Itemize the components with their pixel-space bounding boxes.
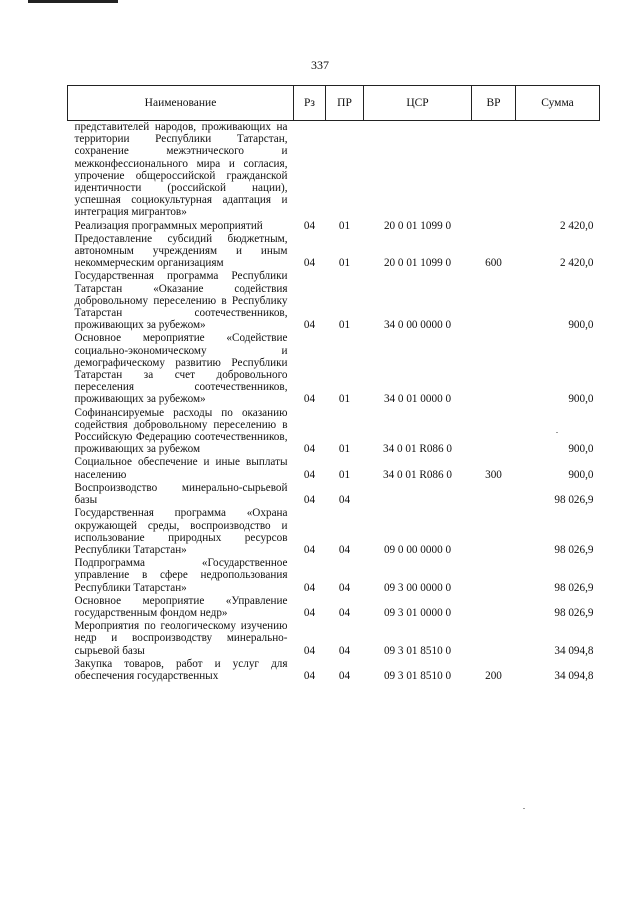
cell-pr: 04 xyxy=(338,494,351,507)
cell-csr: 09 0 00 0000 0 xyxy=(383,543,452,556)
table-row xyxy=(68,220,600,233)
header-sum: Сумма xyxy=(516,86,600,121)
cell-sum: 98 026,9 xyxy=(554,494,594,507)
cell-csr: 20 0 01 1099 0 xyxy=(383,257,452,270)
scan-speck xyxy=(523,808,525,809)
cell-pr: 04 xyxy=(338,669,351,682)
cell-name: Предоставление субсидий бюджетным, автономным учреждениям и иным некоммерческим организациям xyxy=(74,232,288,270)
table-row xyxy=(68,121,600,220)
scan-edge-mark xyxy=(28,0,118,3)
cell-rz: 04 xyxy=(303,257,316,270)
table-header xyxy=(68,86,600,121)
table-row xyxy=(68,595,600,620)
table-row xyxy=(68,332,600,406)
cell-pr: 04 xyxy=(338,644,351,657)
cell-sum: 98 026,9 xyxy=(554,581,594,594)
cell-csr: 09 3 00 0000 0 xyxy=(383,581,452,594)
cell-pr: 01 xyxy=(338,468,351,481)
cell-csr: 09 3 01 8510 0 xyxy=(383,644,452,657)
cell-rz: 04 xyxy=(303,319,316,332)
cell-rz: 04 xyxy=(303,543,316,556)
cell-sum: 34 094,8 xyxy=(554,644,594,657)
cell-sum: 98 026,9 xyxy=(554,543,594,556)
page-number: 337 xyxy=(311,58,329,72)
cell-vr xyxy=(472,557,516,595)
cell-pr: 01 xyxy=(338,257,351,270)
table-row xyxy=(68,456,600,481)
cell-csr xyxy=(364,482,472,507)
cell-sum: 98 026,9 xyxy=(554,606,594,619)
cell-name: представителей народов, проживающих на территории Республики Татарстан, сохранение межэтнического и межконфессионального мира и согласия, упрочение общероссийской гражданской идентичности (российской нации), успешная социокультурная адаптация и интеграция мигрантов» xyxy=(74,121,288,219)
cell-pr: 04 xyxy=(338,606,351,619)
cell-vr: 300 xyxy=(485,468,502,481)
cell-csr: 09 3 01 0000 0 xyxy=(383,606,452,619)
cell-sum: 900,0 xyxy=(568,443,594,456)
cell-vr xyxy=(472,332,516,406)
cell-name: Подпрограмма «Государственное управление в сфере недропользования Республики Татарстан» xyxy=(74,557,288,594)
scan-speck xyxy=(556,432,558,433)
cell-vr: 200 xyxy=(485,669,502,682)
cell-rz: 04 xyxy=(303,644,316,657)
cell-rz: 04 xyxy=(303,494,316,507)
cell-name: Основное мероприятие «Содействие социально-экономическому и демографическому развитию Республики Татарстан за счет добровольного переселения соотечественников, проживающих за рубежом» xyxy=(74,332,288,406)
header-name: Наименование xyxy=(68,86,294,121)
cell-csr: 34 0 01 0000 0 xyxy=(383,393,452,406)
cell-csr: 34 0 00 0000 0 xyxy=(383,319,452,332)
table-row xyxy=(68,658,600,683)
cell-name: Реализация программных мероприятий xyxy=(74,219,263,232)
header-pr: ПР xyxy=(326,86,364,121)
table-row xyxy=(68,407,600,457)
header-rz: Рз xyxy=(294,86,326,121)
cell-pr: 01 xyxy=(338,319,351,332)
cell-pr: 04 xyxy=(338,581,351,594)
cell-name: Социальное обеспечение и иные выплаты населению xyxy=(74,456,288,481)
table-row xyxy=(68,233,600,271)
cell-vr xyxy=(472,270,516,332)
cell-pr: 04 xyxy=(338,543,351,556)
cell-name: Государственная программа «Охрана окружающей среды, воспроизводство и использование природных ресурсов Республики Татарстан» xyxy=(74,507,288,556)
cell-vr xyxy=(472,620,516,658)
cell-name: Основное мероприятие «Управление государственным фондом недр» xyxy=(74,594,288,619)
cell-csr: 34 0 01 R086 0 xyxy=(383,443,452,456)
cell-sum xyxy=(516,121,600,220)
cell-name: Государственная программа Республики Татарстан «Оказание содействия добровольному переселению в Республику Татарстан соотечественников, проживающих за рубежом» xyxy=(74,270,288,332)
cell-vr: 600 xyxy=(485,257,502,270)
cell-name: Воспроизводство минерально-сырьевой базы xyxy=(74,481,288,507)
cell-csr: 34 0 01 R086 0 xyxy=(383,468,452,481)
cell-vr xyxy=(472,507,516,557)
cell-name: Софинансируемые расходы по оказанию содействия добровольному переселению в Российскую Федерацию соотечественников, проживающих за рубежом xyxy=(74,406,288,456)
cell-pr xyxy=(326,121,364,220)
cell-csr: 09 3 01 8510 0 xyxy=(383,669,452,682)
cell-csr xyxy=(364,121,472,220)
cell-rz: 04 xyxy=(303,669,316,682)
budget-table xyxy=(67,85,600,683)
cell-rz: 04 xyxy=(303,468,316,481)
cell-sum: 2 420,0 xyxy=(559,219,594,232)
cell-rz: 04 xyxy=(303,443,316,456)
cell-rz: 04 xyxy=(303,606,316,619)
cell-rz: 04 xyxy=(303,219,316,232)
cell-sum: 34 094,8 xyxy=(554,669,594,682)
table-row xyxy=(68,620,600,658)
cell-pr: 01 xyxy=(338,443,351,456)
table-row xyxy=(68,557,600,595)
table-row xyxy=(68,270,600,332)
table-row xyxy=(68,507,600,557)
header-vr: ВР xyxy=(472,86,516,121)
cell-vr xyxy=(472,121,516,220)
table-row xyxy=(68,482,600,507)
cell-name: Закупка товаров, работ и услуг для обеспечения государственных xyxy=(74,657,288,682)
cell-vr xyxy=(472,220,516,233)
cell-sum: 900,0 xyxy=(568,468,594,481)
cell-sum: 900,0 xyxy=(568,393,594,406)
cell-sum: 2 420,0 xyxy=(559,257,594,270)
cell-sum: 900,0 xyxy=(568,319,594,332)
cell-rz xyxy=(294,121,326,220)
cell-rz: 04 xyxy=(303,581,316,594)
cell-vr xyxy=(472,407,516,457)
cell-pr: 01 xyxy=(338,219,351,232)
cell-name: Мероприятия по геологическому изучению недр и воспроизводству минерально-сырьевой базы xyxy=(74,620,288,657)
budget-table-container xyxy=(67,85,599,683)
table-body xyxy=(68,121,600,684)
cell-vr xyxy=(472,482,516,507)
cell-pr: 01 xyxy=(338,393,351,406)
cell-vr xyxy=(472,595,516,620)
header-csr: ЦСР xyxy=(364,86,472,121)
cell-rz: 04 xyxy=(303,393,316,406)
cell-csr: 20 0 01 1099 0 xyxy=(383,219,452,232)
